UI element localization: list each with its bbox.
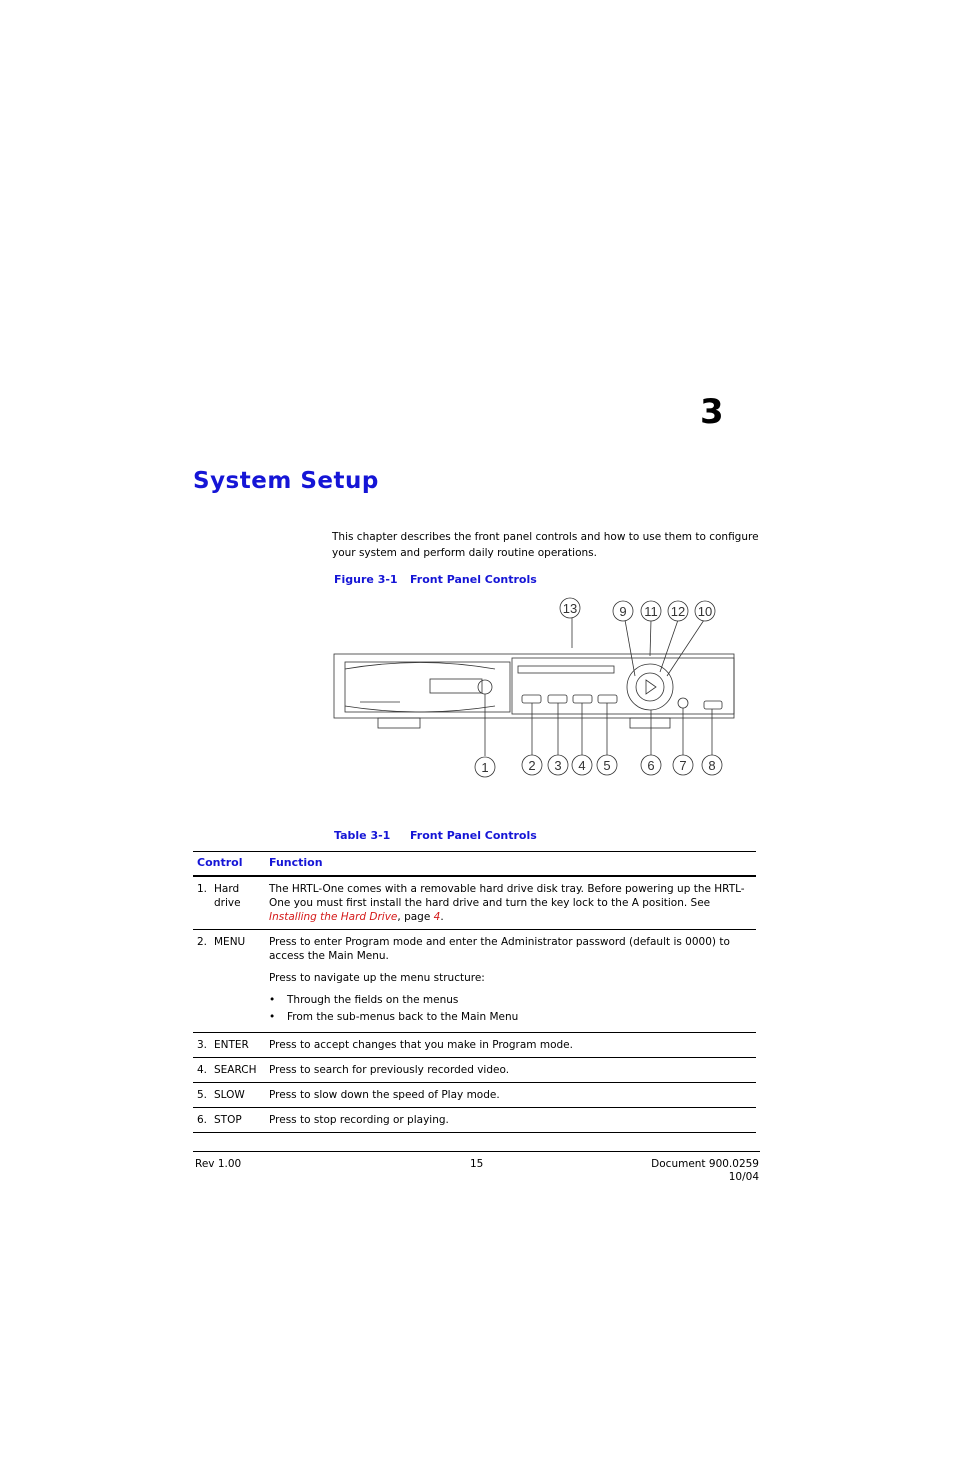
control-cell: [193, 1108, 265, 1133]
function-text-navigate: Press to navigate up the menu structure:: [269, 972, 485, 984]
svg-text:10: 10: [697, 604, 713, 619]
footer-document: [640, 1158, 759, 1184]
row-number: 4.: [197, 1064, 208, 1076]
control-cell: [193, 930, 265, 1033]
svg-text:7: 7: [679, 758, 687, 773]
intro-paragraph: This chapter describes the front panel controls and how to use them to configure your system and perform daily routine operations.: [332, 531, 759, 559]
footer-document-number: Document 900.0259: [651, 1158, 759, 1170]
front-panel-controls-table: [193, 851, 756, 1133]
table-row: [193, 1108, 756, 1133]
search-key: [573, 695, 592, 703]
control-name: MENU: [214, 936, 246, 948]
callout-9: [613, 601, 633, 621]
function-text-end: .: [440, 911, 444, 923]
control-name: ENTER: [214, 1039, 249, 1051]
footer-date: 10/04: [728, 1171, 759, 1183]
svg-text:13: 13: [562, 601, 578, 616]
function-text: Press to enter Program mode and enter the Administrator password (default is 0000) to access the Main Menu.: [269, 936, 730, 962]
control-panel: [512, 658, 734, 714]
callout-10: [695, 601, 715, 621]
svg-text:4: 4: [578, 758, 586, 773]
table-row: [193, 1083, 756, 1108]
figure-title: Front Panel Controls: [410, 573, 537, 586]
footer-page-number: 15: [470, 1158, 484, 1170]
control-cell: [193, 1083, 265, 1108]
footer-revision: Rev 1.00: [195, 1158, 242, 1170]
enter-key: [548, 695, 567, 703]
function-cell: Press to search for previously recorded video.: [265, 1058, 756, 1083]
callout-1: [475, 757, 495, 777]
function-cell: Press to stop recording or playing.: [265, 1108, 756, 1133]
table-title: Front Panel Controls: [410, 829, 537, 842]
function-cell: Press to slow down the speed of Play mode.: [265, 1083, 756, 1108]
chapter-title: System Setup: [193, 468, 379, 494]
key-lock: [478, 680, 492, 694]
chapter-number: 3: [700, 392, 724, 432]
control-cell: [193, 1033, 265, 1058]
control-column-header: Control: [193, 852, 265, 877]
svg-text:2: 2: [528, 758, 536, 773]
callout-13: [560, 598, 580, 618]
callout-5: [597, 755, 617, 775]
callout-6: [641, 755, 661, 775]
slow-key: [598, 695, 617, 703]
svg-text:11: 11: [644, 604, 658, 619]
table-row: [193, 1033, 756, 1058]
table-row: [193, 876, 756, 930]
control-name: Hard drive: [214, 883, 241, 909]
play-button: [636, 673, 664, 701]
function-text: The HRTL-One comes with a removable hard drive disk tray. Before powering up the HRTL-One you must first install the hard drive and turn the key lock to the A position. See: [269, 883, 745, 909]
chassis-foot-right: [630, 718, 670, 728]
eject-button: [678, 698, 688, 708]
callout-2: [522, 755, 542, 775]
function-cell: Press to accept changes that you make in Program mode.: [265, 1033, 756, 1058]
front-panel-diagram: [330, 596, 740, 786]
callout-8: [702, 755, 722, 775]
callout-3: [548, 755, 568, 775]
bullet-item: • From the sub-menus back to the Main Menu: [269, 1010, 752, 1024]
svg-text:12: 12: [670, 604, 686, 619]
svg-text:1: 1: [481, 760, 489, 775]
bullet-item: • Through the fields on the menus: [269, 993, 752, 1007]
control-name: SLOW: [214, 1089, 245, 1101]
row-number: 2.: [197, 936, 208, 948]
page-reference-link[interactable]: 4: [433, 911, 441, 923]
footer-divider: [193, 1151, 760, 1152]
drive-handle: [430, 679, 482, 693]
menu-bullet-list: [269, 993, 752, 1024]
table-caption: [334, 829, 537, 842]
installing-hard-drive-link[interactable]: Installing the Hard Drive: [269, 911, 398, 923]
figure-caption: [334, 573, 537, 586]
svg-text:9: 9: [619, 604, 627, 619]
table-label: Table 3-1: [334, 829, 391, 842]
callout-7: [673, 755, 693, 775]
callout-4: [572, 755, 592, 775]
row-number: 1.: [197, 883, 208, 895]
svg-text:3: 3: [554, 758, 562, 773]
table-header-row: [193, 852, 756, 877]
chassis-foot-left: [378, 718, 420, 728]
power-key: [704, 701, 722, 709]
control-cell: [193, 876, 265, 930]
row-number: 5.: [197, 1089, 208, 1101]
figure-label: Figure 3-1: [334, 573, 398, 586]
callout-12: [668, 601, 688, 621]
function-column-header: Function: [265, 852, 756, 877]
function-text-mid: , page: [397, 911, 434, 923]
svg-text:8: 8: [708, 758, 716, 773]
table-row: [193, 930, 756, 1033]
control-name: STOP: [214, 1114, 242, 1126]
function-cell: [265, 930, 756, 1033]
led-strip: [518, 666, 614, 673]
callout-11: [641, 601, 661, 621]
row-number: 6.: [197, 1114, 208, 1126]
svg-text:6: 6: [647, 758, 655, 773]
svg-text:5: 5: [603, 758, 611, 773]
table-row: [193, 1058, 756, 1083]
menu-key: [522, 695, 541, 703]
control-name: SEARCH: [214, 1064, 257, 1076]
function-cell: [265, 876, 756, 930]
control-cell: [193, 1058, 265, 1083]
row-number: 3.: [197, 1039, 208, 1051]
